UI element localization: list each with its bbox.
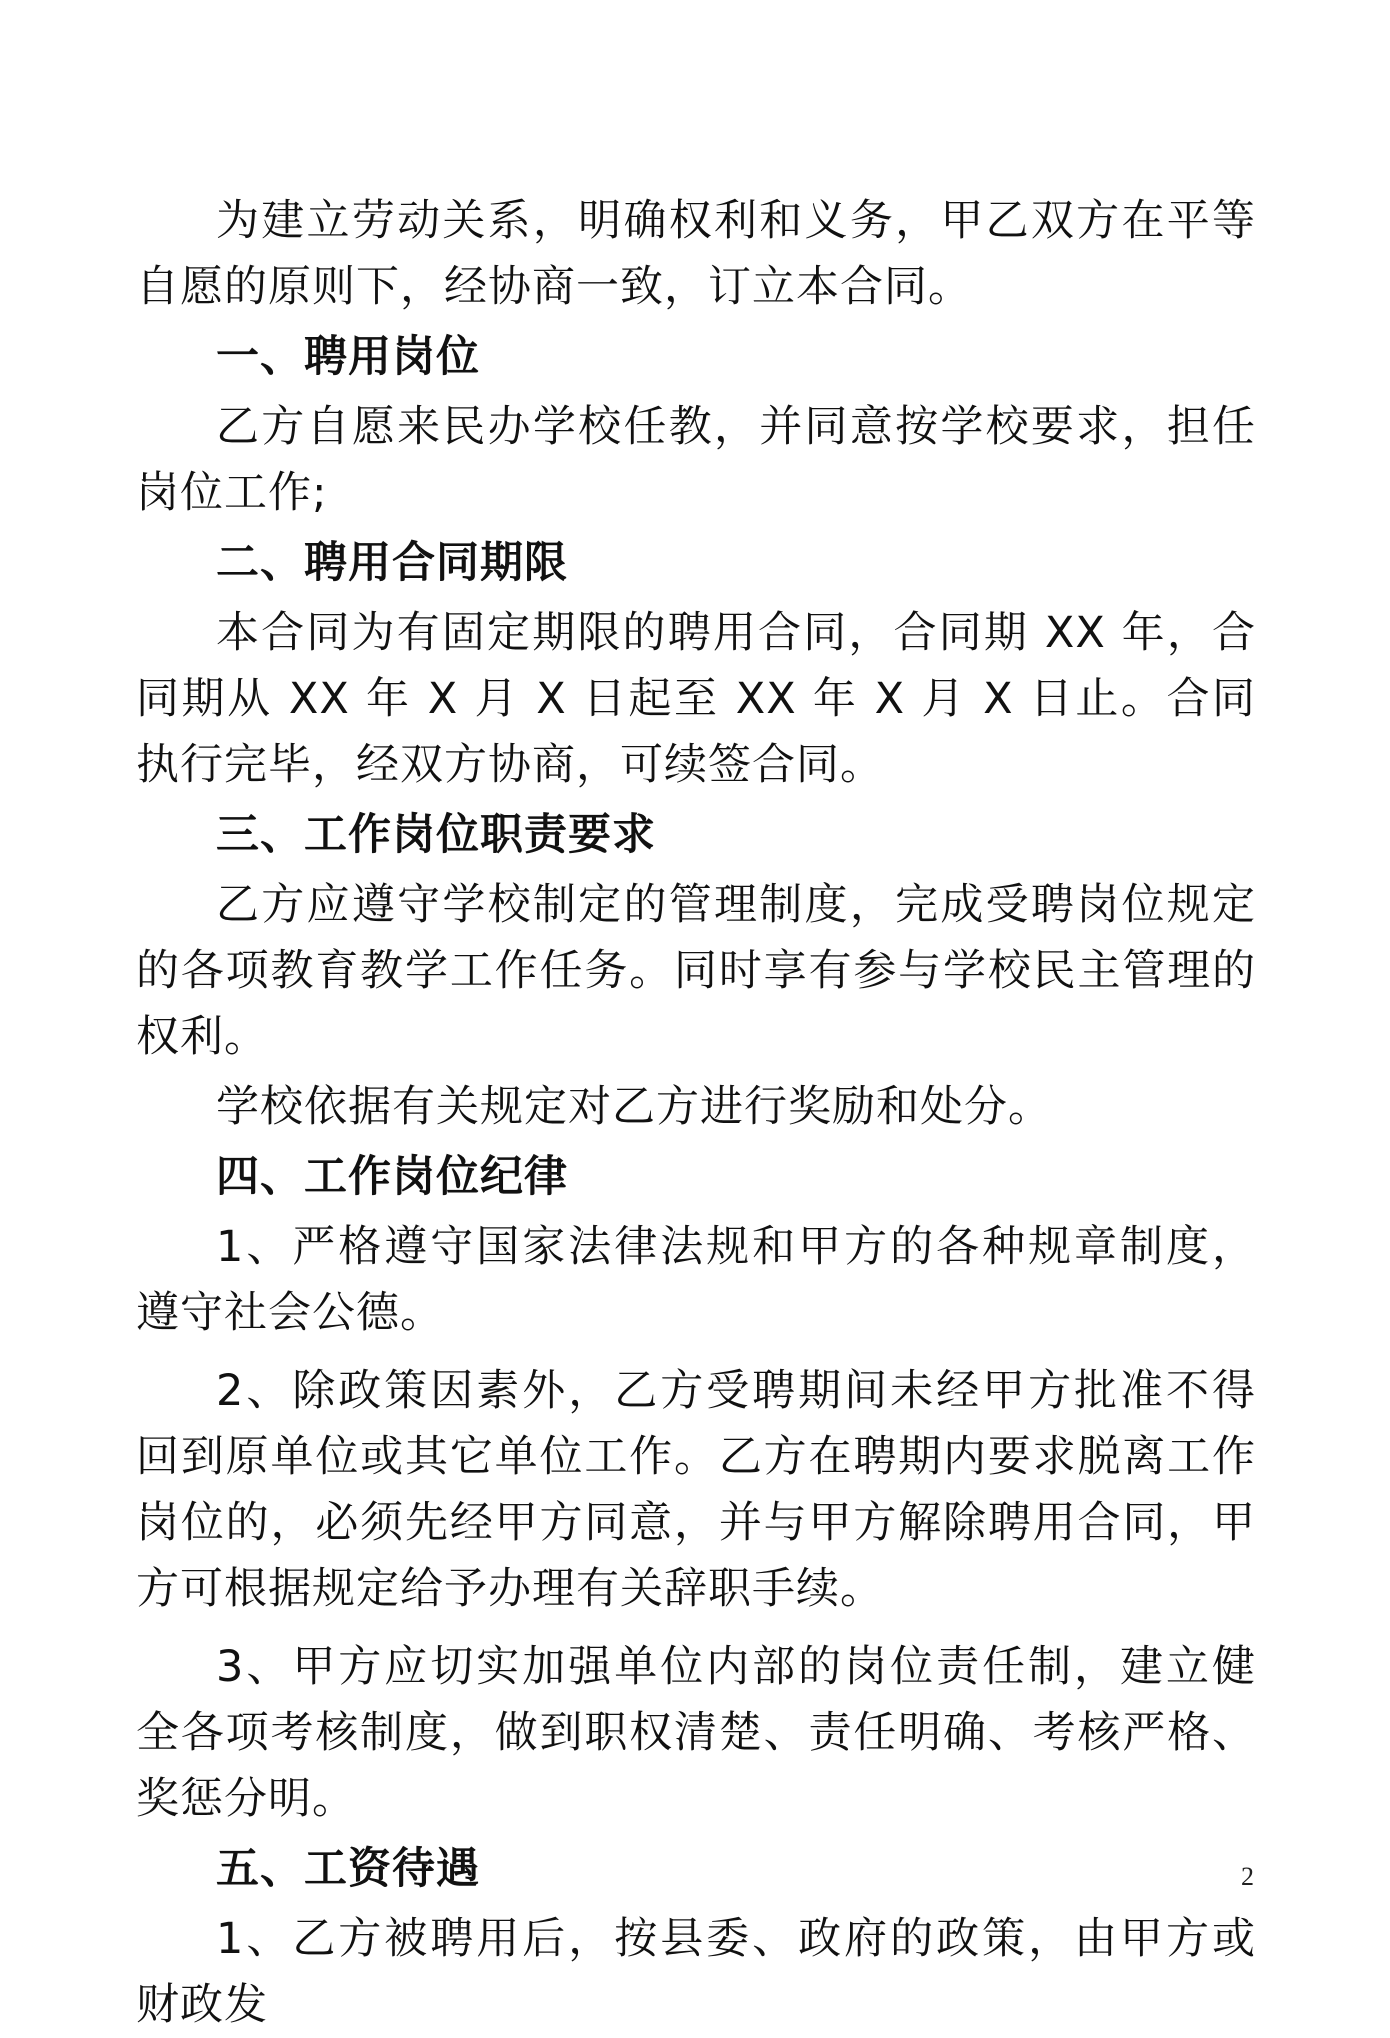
paragraph-position: 乙方自愿来民办学校任教，并同意按学校要求，担任岗位工作; (136, 402, 1256, 518)
section-heading-1: 一、聘用岗位 (216, 332, 480, 382)
section-heading-5: 五、工资待遇 (216, 1844, 480, 1894)
section-heading-3: 三、工作岗位职责要求 (216, 810, 656, 860)
paragraph-discipline-2: 2、除政策因素外，乙方受聘期间未经甲方批准不得回到原单位或其它单位工作。乙方在聘期内要求脱离工作岗位的，必须先经甲方同意，并与甲方解除聘用合同，甲方可根据规定给予办理有关辞职手续。 (136, 1366, 1256, 1614)
paragraph-rewards: 学校依据有关规定对乙方进行奖励和处分。 (216, 1082, 1052, 1132)
paragraph-discipline-3: 3、甲方应切实加强单位内部的岗位责任制，建立健全各项考核制度，做到职权清楚、责任明确、考核严格、奖惩分明。 (136, 1642, 1256, 1824)
paragraph-salary-1: 1、乙方被聘用后，按县委、政府的政策，由甲方或财政发 (136, 1914, 1256, 2030)
section-heading-2: 二、聘用合同期限 (216, 538, 568, 588)
document-body (136, 188, 1256, 2038)
page-number: 2 (1241, 1862, 1254, 1891)
paragraph-discipline-1: 1、严格遵守国家法律法规和甲方的各种规章制度，遵守社会公德。 (136, 1222, 1256, 1338)
paragraph-contract-term: 本合同为有固定期限的聘用合同，合同期 XX 年，合同期从 XX 年 X 月 X 日起至 XX 年 X 月 X 日止。合同执行完毕，经双方协商，可续签合同。 (136, 608, 1256, 790)
paragraph-duties: 乙方应遵守学校制定的管理制度，完成受聘岗位规定的各项教育教学工作任务。同时享有参与学校民主管理的权利。 (136, 880, 1256, 1062)
intro-paragraph: 为建立劳动关系，明确权利和义务，甲乙双方在平等自愿的原则下，经协商一致，订立本合同。 (136, 196, 1256, 312)
section-heading-4: 四、工作岗位纪律 (216, 1152, 568, 1202)
